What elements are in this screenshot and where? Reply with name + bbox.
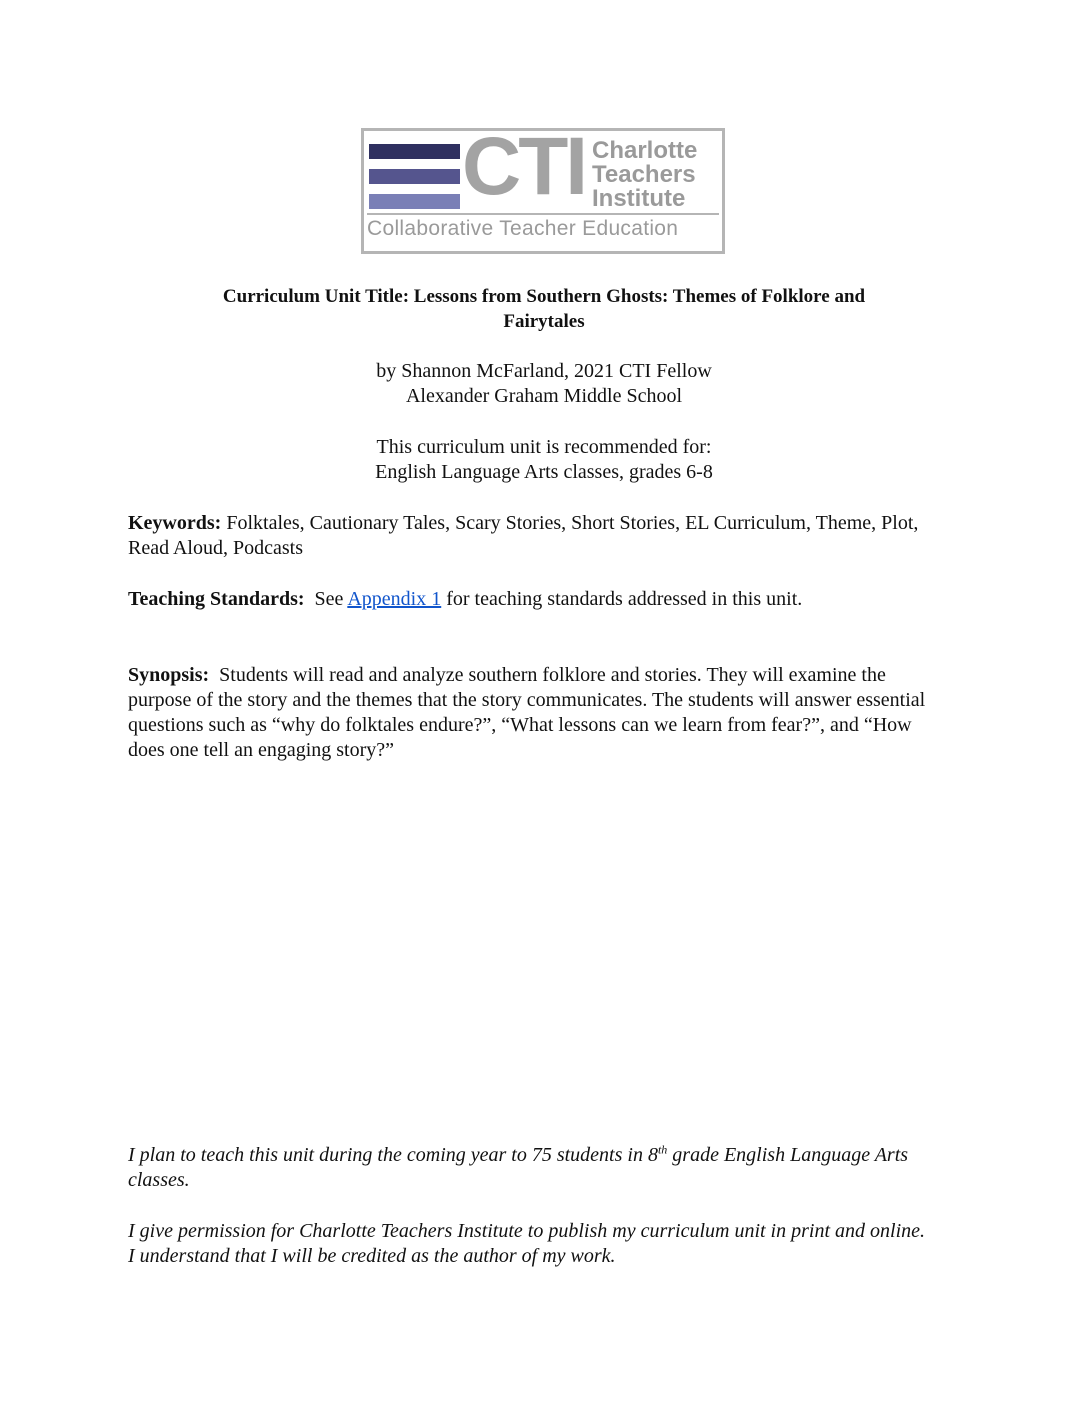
- synopsis-text: Students will read and analyze southern folklore and stories. They will examine the purpose of the story and the themes that the story communicates. The students will answer essential questions such as “why do folktales endure?”, “What lessons can we learn from fear?”, and “How does one tell an engaging story?”: [128, 664, 931, 761]
- cti-logo: [361, 121, 725, 254]
- standards-label: Teaching Standards:: [128, 588, 305, 610]
- unit-title: Curriculum Unit Title: Lessons from Southern Ghosts: Themes of Folklore and Fairytales: [222, 286, 866, 332]
- logo-stripe-icon: [369, 144, 460, 159]
- logo-mark: CTI: [462, 121, 586, 212]
- keywords-label: Keywords:: [128, 512, 222, 534]
- teaching-standards-paragraph: Teaching Standards: See Appendix 1 for teaching standards addressed in this unit.: [128, 588, 803, 610]
- author-byline: [128, 359, 960, 409]
- synopsis-label: Synopsis:: [128, 664, 210, 686]
- keywords-text: Folktales, Cautionary Tales, Scary Stories, Short Stories, EL Curriculum, Theme, Plot, Read Aloud, Podcasts: [128, 512, 919, 559]
- logo-org-name: Charlotte Teachers Institute: [592, 137, 698, 212]
- school-name: Alexander Graham Middle School: [405, 385, 683, 407]
- logo-divider: [367, 213, 719, 215]
- logo-stripe-icon: [369, 194, 460, 209]
- permission-statement: I give permission for Charlotte Teachers Institute to publish my curriculum unit in print and online. I understand that I will be credited as the author of my work.: [128, 1220, 926, 1267]
- author-name: by Shannon McFarland, 2021 CTI Fellow: [376, 360, 712, 382]
- recommendation: This curriculum unit is recommended for: English Language Arts classes, grades 6-8: [375, 436, 713, 483]
- synopsis-paragraph: [128, 663, 931, 763]
- logo-tagline: Collaborative Teacher Education: [367, 217, 679, 240]
- teaching-plan-statement: I plan to teach this unit during the coming year to 75 students in 8th grade English Language Arts classes.: [128, 1142, 909, 1191]
- keywords-paragraph: [128, 511, 928, 561]
- logo-stripe-icon: [369, 169, 460, 184]
- appendix-link[interactable]: Appendix 1: [347, 588, 442, 610]
